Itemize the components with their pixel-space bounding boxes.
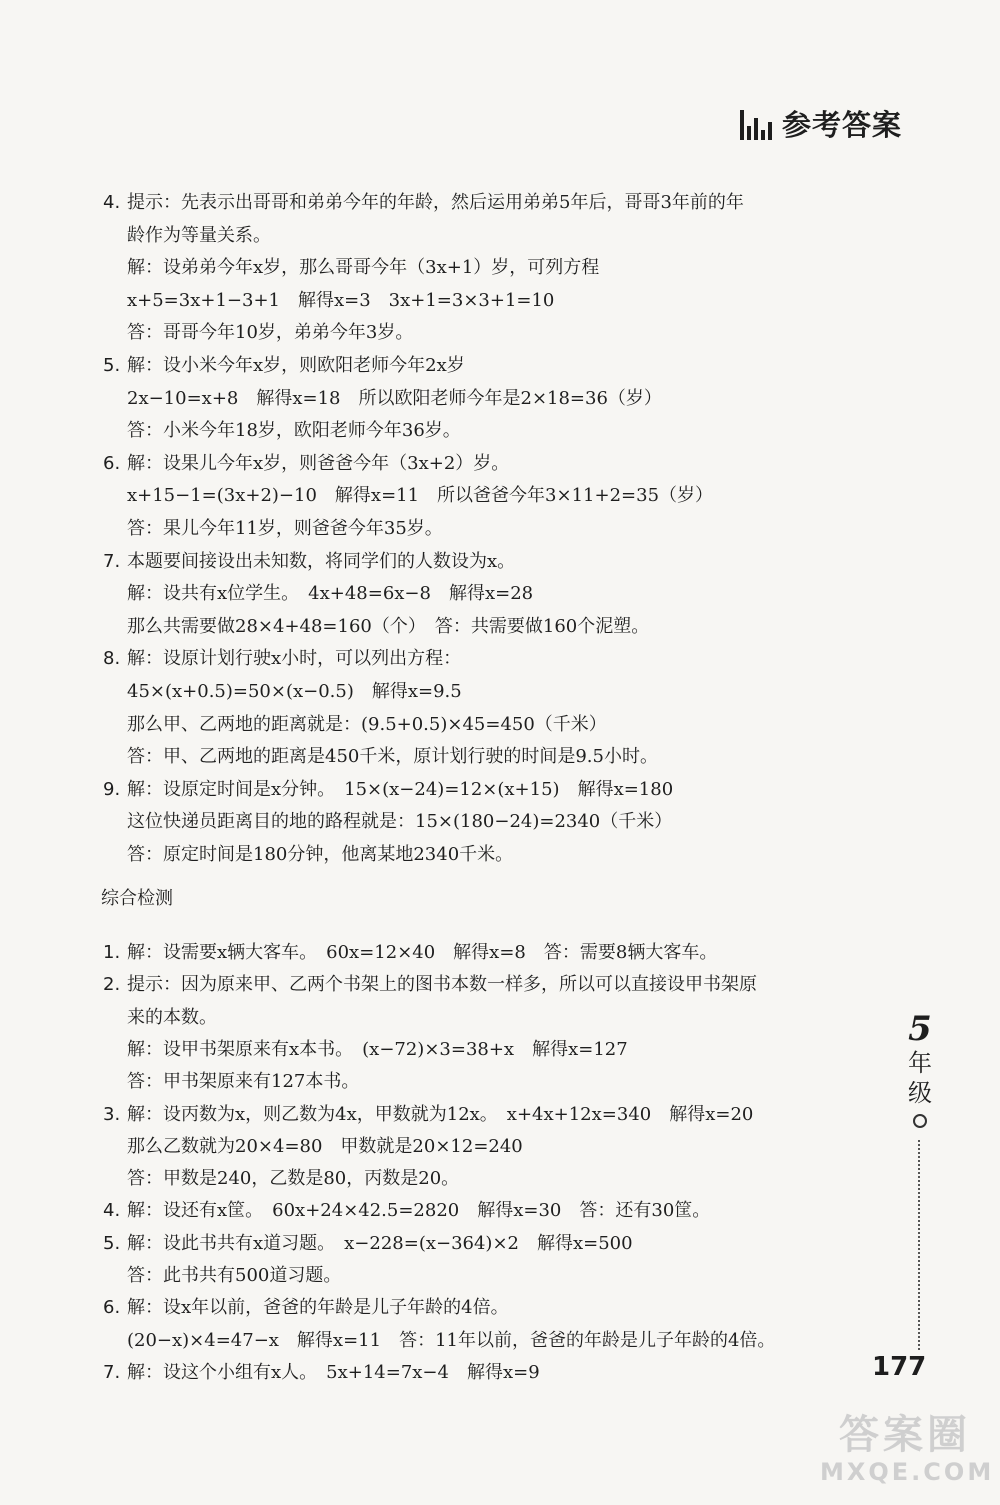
problem-line: 答：哥哥今年10岁，弟弟今年3岁。 xyxy=(127,322,414,344)
problem-line: 那么共需要做28×4+48=160（个） 答：共需要做160个泥塑。 xyxy=(127,615,650,637)
watermark-url: MXQE.COM xyxy=(820,1458,995,1486)
watermark xyxy=(820,1412,995,1486)
problem-number: 1. xyxy=(103,942,121,963)
problem-first-line: 提示：先表示出哥哥和弟弟今年的年龄，然后运用弟弟5年后，哥哥3年前的年 xyxy=(127,192,744,213)
section-header xyxy=(740,108,902,140)
circle-marker xyxy=(913,1114,927,1128)
problem-first-line: 解：设此书共有x道习题。 x−228=(x−364)×2 解得x=500 xyxy=(127,1232,633,1254)
problem-line: 那么甲、乙两地的距离就是：(9.5+0.5)×45=450（千米） xyxy=(127,713,607,735)
problem-number: 8. xyxy=(103,648,121,670)
problem-first-line: 解：设这个小组有x人。 5x+14=7x−4 解得x=9 xyxy=(127,1361,540,1383)
problem-first-line: 提示：因为原来甲、乙两个书架上的图书本数一样多，所以可以直接设甲书架原 xyxy=(127,974,757,996)
problem-number: 7. xyxy=(103,1361,121,1383)
problem-line: 答：此书共有500道习题。 xyxy=(127,1265,342,1286)
problem-first-line: 解：设丙数为x，则乙数为4x，甲数就为12x。 x+4x+12x=340 解得x=20 xyxy=(127,1103,754,1125)
page-number: 177 xyxy=(872,1352,927,1382)
problem-first-line: 解：设小米今年x岁，则欧阳老师今年2x岁 xyxy=(127,355,465,376)
problem-number: 9. xyxy=(103,778,121,800)
problem-first-line: 解：设原定时间是x分钟。 15×(x−24)=12×(x+15) 解得x=180 xyxy=(127,778,674,800)
dotted-divider xyxy=(918,1140,920,1350)
grade-label: 年级 xyxy=(908,1049,932,1107)
problem-first-line: 解：设x年以前，爸爸的年龄是儿子年龄的4倍。 xyxy=(127,1297,509,1319)
problem-number: 7. xyxy=(103,550,121,572)
problem-number: 5. xyxy=(103,1232,121,1254)
problem-line: 这位快递员距离目的地的路程就是：15×(180−24)=2340（千米） xyxy=(127,811,673,833)
problem-line: 答：原定时间是180分钟，他离某地2340千米。 xyxy=(127,844,514,865)
problem-number: 6. xyxy=(103,452,121,474)
problem-number: 5. xyxy=(103,355,121,376)
problem-line: 解：设共有x位学生。 4x+48=6x−8 解得x=28 xyxy=(127,583,534,605)
problem-number: 4. xyxy=(103,192,121,213)
problem-line: 龄作为等量关系。 xyxy=(127,224,271,246)
problem-line: 答：甲、乙两地的距离是450千米，原计划行驶的时间是9.5小时。 xyxy=(127,746,658,768)
problem-line: 解：设弟弟今年x岁，那么哥哥今年（3x+1）岁，可列方程 xyxy=(127,257,600,279)
bar-chart-icon xyxy=(740,108,772,140)
problem-line: 答：甲书架原来有127本书。 xyxy=(127,1071,360,1093)
watermark-logo-text: 答案圈 xyxy=(839,1412,971,1458)
problem-line: 解：设甲书架原来有x本书。 (x−72)×3=38+x 解得x=127 xyxy=(127,1038,628,1060)
problem-number: 2. xyxy=(103,974,121,996)
problem-first-line: 本题要间接设出未知数，将同学们的人数设为x。 xyxy=(127,550,516,572)
problem-line: 那么乙数就为20×4=80 甲数就是20×12=240 xyxy=(127,1135,523,1157)
problem-line: x+5=3x+1−3+1 解得x=3 3x+1=3×3+1=10 xyxy=(127,289,555,311)
problem-number: 4. xyxy=(103,1200,121,1222)
problem-first-line: 解：设原计划行驶x小时，可以列出方程： xyxy=(127,648,462,670)
problem-first-line: 解：设还有x筐。 60x+24×42.5=2820 解得x=30 答：还有30筐。 xyxy=(127,1200,711,1222)
header-title: 参考答案 xyxy=(782,108,903,142)
problem-line: x+15−1=(3x+2)−10 解得x=11 所以爸爸今年3×11+2=35（岁） xyxy=(127,485,714,507)
section-title: 综合检测 xyxy=(101,888,173,909)
grade-number: 5 xyxy=(908,1009,932,1049)
problem-line: 答：小米今年18岁，欧阳老师今年36岁。 xyxy=(127,420,461,442)
grade-side-tab xyxy=(900,1010,940,1128)
problem-line: 45×(x+0.5)=50×(x−0.5) 解得x=9.5 xyxy=(127,681,462,702)
problem-line: 2x−10=x+8 解得x=18 所以欧阳老师今年是2×18=36（岁） xyxy=(127,387,662,409)
problem-line: 来的本数。 xyxy=(127,1006,217,1028)
problem-line: 答：果儿今年11岁，则爸爸今年35岁。 xyxy=(127,518,443,539)
problem-first-line: 解：设果儿今年x岁，则爸爸今年（3x+2）岁。 xyxy=(127,452,510,474)
problem-number: 6. xyxy=(103,1297,121,1319)
problem-first-line: 解：设需要x辆大客车。 60x=12×40 解得x=8 答：需要8辆大客车。 xyxy=(127,942,718,963)
problem-line: (20−x)×4=47−x 解得x=11 答：11年以前，爸爸的年龄是儿子年龄的4倍。 xyxy=(127,1329,776,1351)
problem-number: 3. xyxy=(103,1103,121,1125)
problem-line: 答：甲数是240，乙数是80，丙数是20。 xyxy=(127,1168,460,1190)
